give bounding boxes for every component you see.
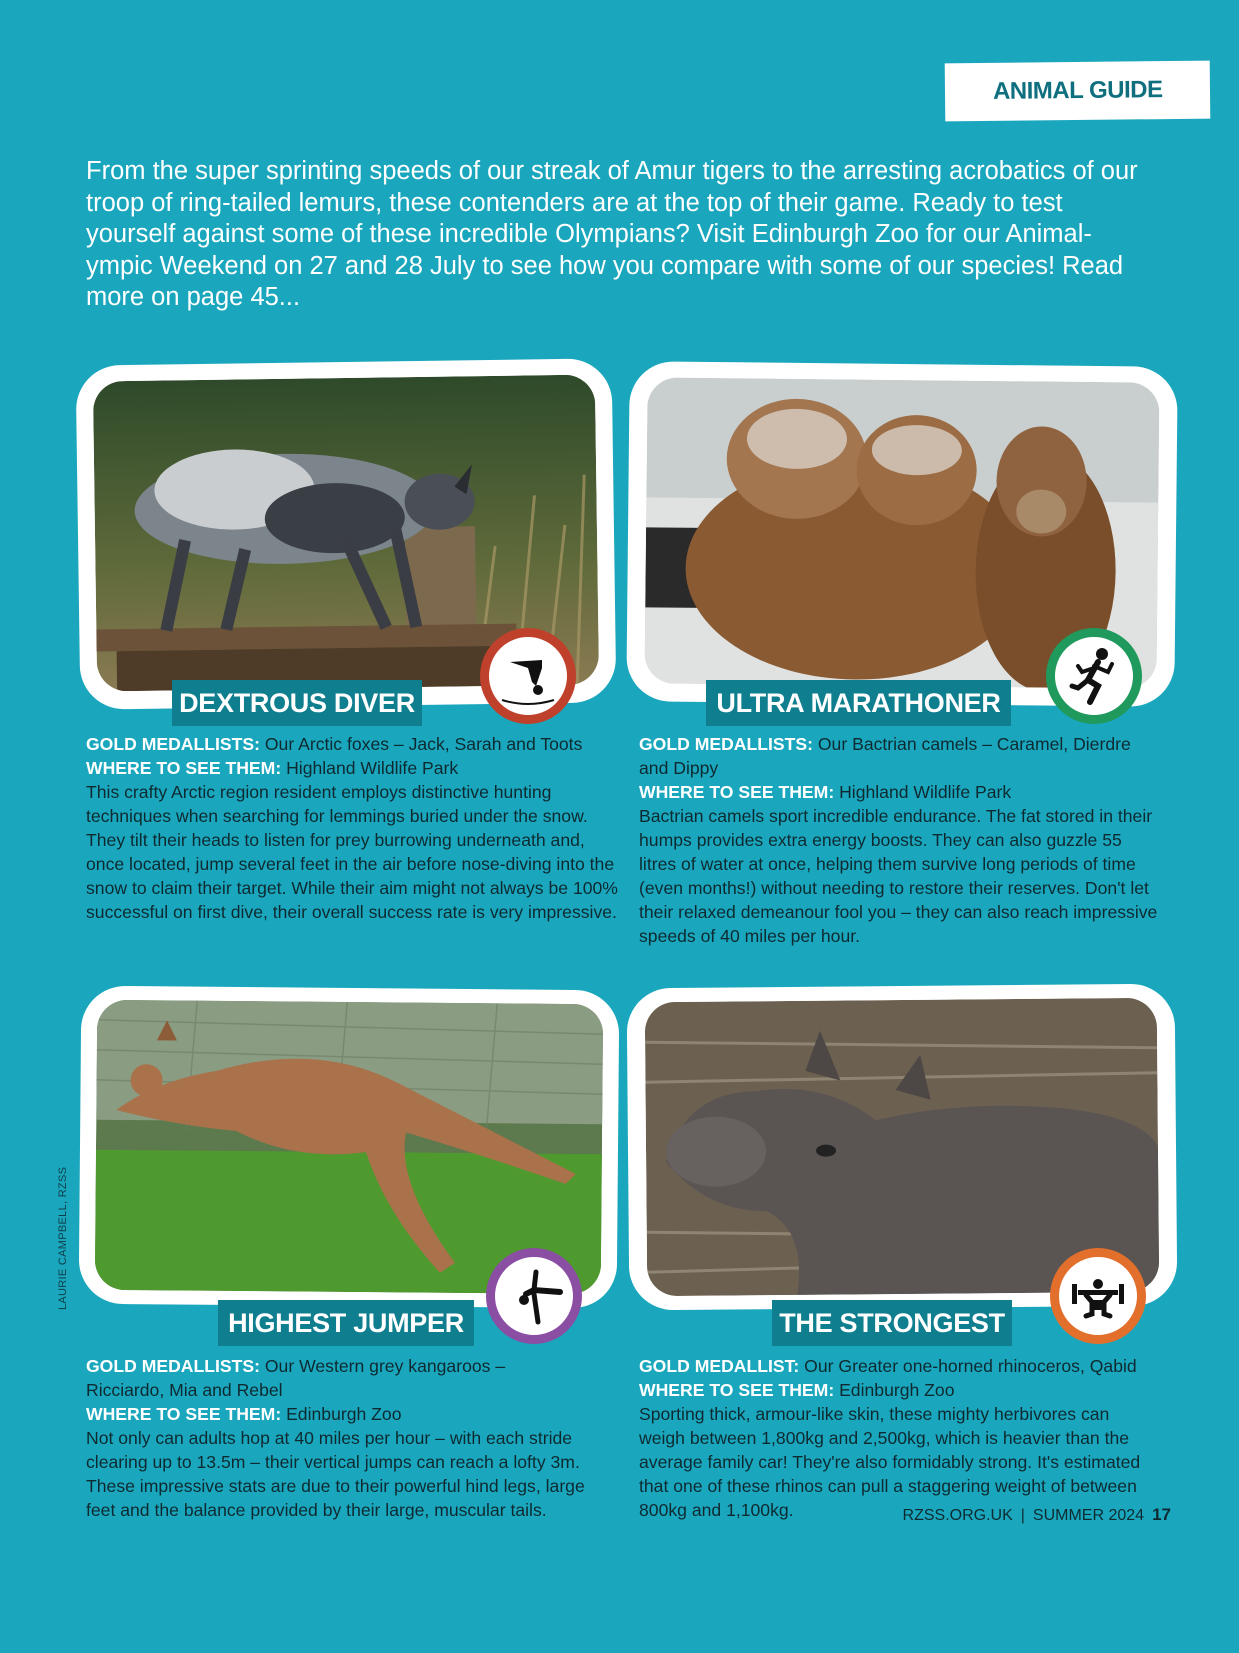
card-title-dextrous-diver: DEXTROUS DIVER [172, 680, 422, 726]
card-body: Sporting thick, armour-like skin, these mighty herbivores can weigh between 1,800kg and 2,500kg, which is heavier than the average family car! They're also formidably strong. It's estimated that one of these rhinos can pull a staggering weight of between 800kg and 1,100kg. [639, 1404, 1141, 1520]
gold-text: Our Arctic foxes – Jack, Sarah and Toots [259, 734, 583, 754]
gold-medallists-line [86, 1354, 586, 1402]
card-text-kangaroo [86, 1354, 586, 1522]
card-text-fox [86, 732, 626, 924]
where-text: Highland Wildlife Park [281, 758, 459, 778]
intro-paragraph: From the super sprinting speeds of our streak of Amur tigers to the arresting acrobatics of our troop of ring-tailed lemurs, these contenders are at the top of their game. Ready to test yourself against some of these incredible Olympians? Visit Edinburgh Zoo for our Animal-ympic Weekend on 27 and 28 July to see how you compare with some of our species! Read more on page 45... [86, 157, 1138, 311]
badge-runner [1046, 628, 1142, 724]
footer-issue: SUMMER 2024 [1032, 1507, 1145, 1524]
card-text-camel [639, 732, 1159, 948]
where-text: Edinburgh Zoo [281, 1404, 402, 1424]
page-footer [903, 1505, 1171, 1525]
card-body: Bactrian camels sport incredible endurance. The fat stored in their humps provides extra energy boosts. They can also guzzle 55 litres of water at once, helping them survive long periods of time (even months!) without needing to restore their reserves. Don't let their relaxed demeanour fool you – they can also reach impressive speeds of 40 miles per hour. [639, 806, 1158, 946]
where-text: Highland Wildlife Park [834, 782, 1012, 802]
gold-label: GOLD MEDALLISTS: [86, 1356, 260, 1376]
badge-diver [480, 628, 576, 724]
card-title-highest-jumper: HIGHEST JUMPER [218, 1300, 474, 1346]
weightlifter-icon [1068, 1266, 1128, 1326]
section-tab: ANIMAL GUIDE [945, 61, 1211, 122]
gold-medallists-line [86, 732, 626, 756]
badge-high-jump [486, 1248, 582, 1344]
footer-site: RZSS.ORG.UK [902, 1507, 1013, 1524]
gold-text: Our Western grey kangaroos – Ricciardo, Mia and Rebel [86, 1356, 506, 1400]
where-label: WHERE TO SEE THEM: [86, 1404, 282, 1424]
card-body: Not only can adults hop at 40 miles per hour – with each stride clearing up to 13.5m – their vertical jumps can reach a lofty 3m. These impressive stats are due to their powerful hind legs, large feet and the balance provided by their large, muscular tails. [86, 1428, 585, 1520]
where-line [86, 756, 626, 780]
where-label: WHERE TO SEE THEM: [639, 782, 835, 802]
footer-separator: | [1020, 1507, 1025, 1524]
photo-credit: LAURIE CAMPBELL, RZSS [57, 1166, 69, 1310]
where-text: Edinburgh Zoo [834, 1380, 955, 1400]
where-label: WHERE TO SEE THEM: [639, 1380, 835, 1400]
gold-label: GOLD MEDALLISTS: [639, 734, 813, 754]
card-title-ultra-marathoner: ULTRA MARATHONER [706, 680, 1011, 726]
where-line [639, 1378, 1159, 1402]
badge-weightlifter [1050, 1248, 1146, 1344]
gold-label: GOLD MEDALLISTS: [86, 734, 260, 754]
high-jump-icon [504, 1266, 564, 1326]
where-label: WHERE TO SEE THEM: [86, 758, 282, 778]
gold-medallists-line [639, 732, 1159, 780]
where-line [86, 1402, 586, 1426]
page-number: 17 [1152, 1505, 1171, 1524]
diver-icon [498, 646, 558, 706]
gold-label: GOLD MEDALLIST: [639, 1356, 800, 1376]
gold-medallists-line [639, 1354, 1159, 1378]
card-body: This crafty Arctic region resident employs distinctive hunting techniques when searching for lemmings buried under the snow. They tilt their heads to listen for prey burrowing underneath and, once located, jump several feet in the air before nose-diving into the snow to claim their target. While their aim might not always be 100% successful on first dive, their overall success rate is very impressive. [86, 782, 618, 922]
runner-icon [1064, 646, 1124, 706]
gold-text: Our Greater one-horned rhinoceros, Qabid [799, 1356, 1137, 1376]
where-line [639, 780, 1159, 804]
gold-text: Our Bactrian camels – Caramel, Dierdre and Dippy [639, 734, 1131, 778]
card-title-the-strongest: THE STRONGEST [772, 1300, 1012, 1346]
card-text-rhino [639, 1354, 1159, 1522]
